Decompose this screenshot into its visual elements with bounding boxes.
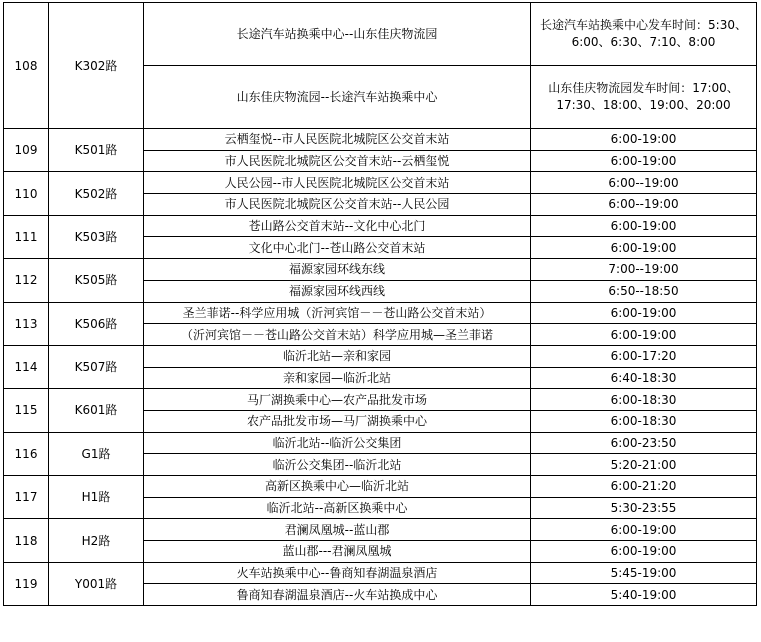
operating-time-cell: 6:00-18:30 (531, 410, 757, 432)
route-direction-cell: 福源家园环线西线 (144, 280, 531, 302)
line-name-cell: G1路 (49, 432, 144, 475)
route-direction-cell: 长途汽车站换乘中心--山东佳庆物流园 (144, 3, 531, 66)
table-row (4, 389, 757, 411)
route-direction-cell: 亲和家园—临沂北站 (144, 367, 531, 389)
operating-time-cell: 5:40-19:00 (531, 584, 757, 606)
line-name-cell: K503路 (49, 215, 144, 258)
route-direction-cell: 圣兰菲诺--科学应用城（沂河宾馆－－苍山路公交首末站） (144, 302, 531, 324)
table-row (4, 129, 757, 151)
operating-time-cell: 6:00-19:00 (531, 324, 757, 346)
operating-time-cell: 6:00-19:00 (531, 302, 757, 324)
route-direction-cell: 君澜凤凰城--蓝山郡 (144, 519, 531, 541)
operating-time-cell: 6:00-19:00 (531, 129, 757, 151)
route-direction-cell: 文化中心北门--苍山路公交首末站 (144, 237, 531, 259)
operating-time-cell: 6:00-19:00 (531, 150, 757, 172)
route-direction-cell: 云栖玺悦--市人民医院北城院区公交首末站 (144, 129, 531, 151)
table-row (4, 432, 757, 454)
table-row (4, 519, 757, 541)
route-direction-cell: 临沂公交集团--临沂北站 (144, 454, 531, 476)
route-direction-cell: 临沂北站—亲和家园 (144, 345, 531, 367)
route-direction-cell: 临沂北站--高新区换乘中心 (144, 497, 531, 519)
line-name-cell: K302路 (49, 3, 144, 129)
table-row (4, 476, 757, 498)
operating-time-cell: 5:20-21:00 (531, 454, 757, 476)
line-name-cell: H2路 (49, 519, 144, 562)
route-number-cell: 117 (4, 476, 49, 519)
line-name-cell: H1路 (49, 476, 144, 519)
table-row (4, 172, 757, 194)
operating-time-cell: 6:00-19:00 (531, 519, 757, 541)
route-number-cell: 116 (4, 432, 49, 475)
route-direction-cell: 农产品批发市场—马厂湖换乘中心 (144, 410, 531, 432)
line-name-cell: Y001路 (49, 562, 144, 605)
route-number-cell: 119 (4, 562, 49, 605)
line-name-cell: K507路 (49, 345, 144, 388)
line-name-cell: K505路 (49, 259, 144, 302)
table-row (4, 3, 757, 66)
route-number-cell: 110 (4, 172, 49, 215)
operating-time-cell: 6:00-21:20 (531, 476, 757, 498)
bus-route-table (3, 2, 757, 606)
route-direction-cell: 高新区换乘中心—临沂北站 (144, 476, 531, 498)
operating-time-cell: 6:00-23:50 (531, 432, 757, 454)
operating-time-cell: 5:45-19:00 (531, 562, 757, 584)
operating-time-cell: 6:00-17:20 (531, 345, 757, 367)
operating-time-cell: 6:00-19:00 (531, 215, 757, 237)
operating-time-cell: 6:00-19:00 (531, 541, 757, 563)
table-body (4, 3, 757, 606)
operating-time-cell: 6:40-18:30 (531, 367, 757, 389)
route-direction-cell: 临沂北站--临沂公交集团 (144, 432, 531, 454)
operating-time-cell: 山东佳庆物流园发车时间：17:00、17:30、18:00、19:00、20:00 (531, 66, 757, 129)
table-row (4, 345, 757, 367)
route-direction-cell: 山东佳庆物流园--长途汽车站换乘中心 (144, 66, 531, 129)
operating-time-cell: 6:00-19:00 (531, 237, 757, 259)
operating-time-cell: 5:30-23:55 (531, 497, 757, 519)
route-direction-cell: （沂河宾馆－－苍山路公交首末站）科学应用城—圣兰菲诺 (144, 324, 531, 346)
line-name-cell: K502路 (49, 172, 144, 215)
route-direction-cell: 人民公园--市人民医院北城院区公交首末站 (144, 172, 531, 194)
operating-time-cell: 6:00--19:00 (531, 194, 757, 216)
route-number-cell: 118 (4, 519, 49, 562)
route-number-cell: 113 (4, 302, 49, 345)
table-row (4, 562, 757, 584)
route-number-cell: 114 (4, 345, 49, 388)
route-direction-cell: 苍山路公交首末站--文化中心北门 (144, 215, 531, 237)
route-direction-cell: 市人民医院北城院区公交首末站--人民公园 (144, 194, 531, 216)
operating-time-cell: 6:50--18:50 (531, 280, 757, 302)
route-number-cell: 108 (4, 3, 49, 129)
route-direction-cell: 火车站换乘中心--鲁商知春湖温泉酒店 (144, 562, 531, 584)
table-row (4, 259, 757, 281)
line-name-cell: K601路 (49, 389, 144, 432)
route-direction-cell: 马厂湖换乘中心—农产品批发市场 (144, 389, 531, 411)
route-number-cell: 115 (4, 389, 49, 432)
operating-time-cell: 7:00--19:00 (531, 259, 757, 281)
route-number-cell: 109 (4, 129, 49, 172)
operating-time-cell: 长途汽车站换乘中心发车时间：5:30、6:00、6:30、7:10、8:00 (531, 3, 757, 66)
table-row (4, 302, 757, 324)
route-direction-cell: 福源家园环线东线 (144, 259, 531, 281)
route-direction-cell: 鲁商知春湖温泉酒店--火车站换成中心 (144, 584, 531, 606)
line-name-cell: K506路 (49, 302, 144, 345)
route-number-cell: 112 (4, 259, 49, 302)
operating-time-cell: 6:00--19:00 (531, 172, 757, 194)
operating-time-cell: 6:00-18:30 (531, 389, 757, 411)
table-row (4, 215, 757, 237)
route-number-cell: 111 (4, 215, 49, 258)
route-direction-cell: 蓝山郡---君澜凤凰城 (144, 541, 531, 563)
line-name-cell: K501路 (49, 129, 144, 172)
route-direction-cell: 市人民医院北城院区公交首末站--云栖玺悦 (144, 150, 531, 172)
